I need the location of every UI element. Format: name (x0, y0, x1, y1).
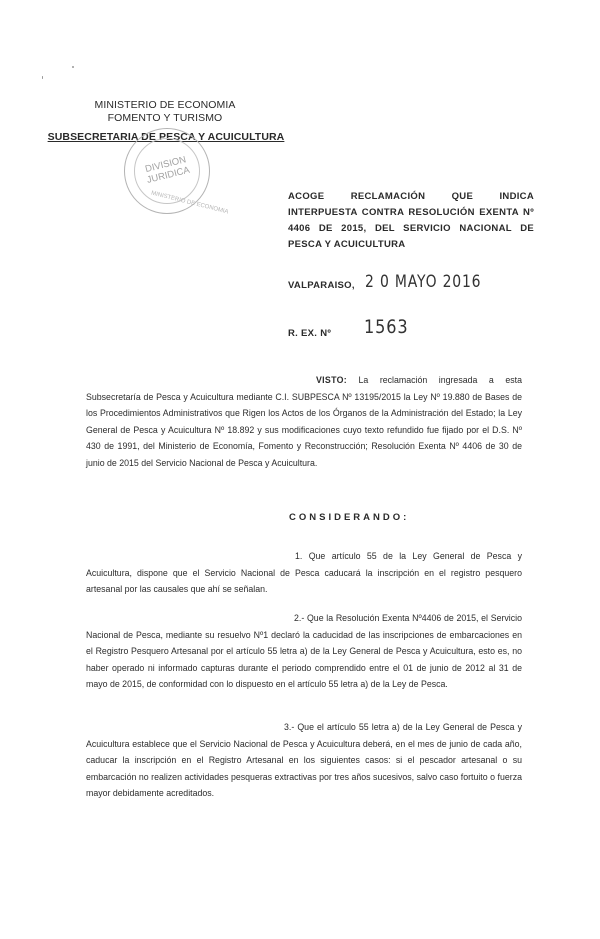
stamp-text: DIVISION JURIDICA (144, 154, 191, 186)
visto-paragraph (86, 372, 522, 472)
considerando-heading: CONSIDERANDO: (289, 512, 410, 523)
considerando-paragraph-2: 2.- Que la Resolución Exenta Nº4406 de 2015, el Servicio Nacional de Pesca, mediante su resuelvo Nº1 declaró la caducidad de las inscripciones de embarcaciones en el Registro Pesquero Artesanal por el artículo 55 letra a) de la Ley General de Pesca y Acuicultura, esto es, no haber operado ni informado capturas durante el periodo comprendido entre el 01 de junio de 2012 al 31 de mayo de 2015, de conformidad con lo dispuesto en el artículo 55 letra a) de la Ley de Pesca. (86, 613, 522, 690)
rex-label: R. EX. Nº (288, 328, 332, 339)
scan-speck (42, 76, 43, 79)
visto-label: VISTO: (316, 375, 347, 385)
place-label: VALPARAISO, (288, 280, 355, 291)
ministry-line: MINISTERIO DE ECONOMIA (94, 99, 236, 111)
scan-speck (72, 66, 74, 68)
ministry-subline: FOMENTO Y TURISMO (107, 112, 223, 124)
subsecretaria-line: SUBSECRETARIA DE PESCA Y ACUICULTURA (47, 131, 285, 143)
considerando-paragraph-1: 1. Que artículo 55 de la Ley General de Pesca y Acuicultura, dispone que el Servicio Nacional de Pesca caducará la inscripción en el registro pesquero artesanal por las causales que ahí se señalan. (86, 551, 522, 595)
date-stamp: 2 0 MAYO 2016 (365, 272, 482, 292)
considerando-paragraph-3: 3.- Que el artículo 55 letra a) de la Ley General de Pesca y Acuicultura establece que el Servicio Nacional de Pesca y Acuicultura deberá, en el mes de junio de cada año, caducar la inscripción en el Registro Artesanal en los siguientes casos: si el pescador artesanal o su embarcación no realizen actividades pesqueras extractivas por tres años sucesivos, salvo caso fortuito o fuerza mayor debidamente acreditados. (86, 722, 522, 799)
ministry-header (90, 99, 240, 125)
rex-number: 1563 (364, 316, 409, 338)
resolution-title: ACOGE RECLAMACIÓN QUE INDICA INTERPUESTA CONTRA RESOLUCIÓN EXENTA Nº 4406 DE 2015, DEL SERVICIO NACIONAL DE PESCA Y ACUICULTURA (288, 191, 534, 250)
visto-text: La reclamación ingresada a esta Subsecretaría de Pesca y Acuicultura mediante C.I. SUBPESCA Nº 13195/2015 la Ley Nº 19.880 de Bases de los Procedimientos Administrativos que Rigen los Actos de los Órganos de la Administración del Estado; la Ley General de Pesca y Acuicultura Nº 18.892 y sus modificaciones cuyo texto refundido fue fijado por el D.S. Nº 430 de 1991, del Ministerio de Economía, Fomento y Reconstrucción; Resolución Exenta Nº 4406 de 30 de junio de 2015 del Servicio Nacional de Pesca y Acuicultura. (86, 375, 522, 468)
stamp-ring-text: MINISTERIO DE ECONOMIA (150, 190, 229, 216)
